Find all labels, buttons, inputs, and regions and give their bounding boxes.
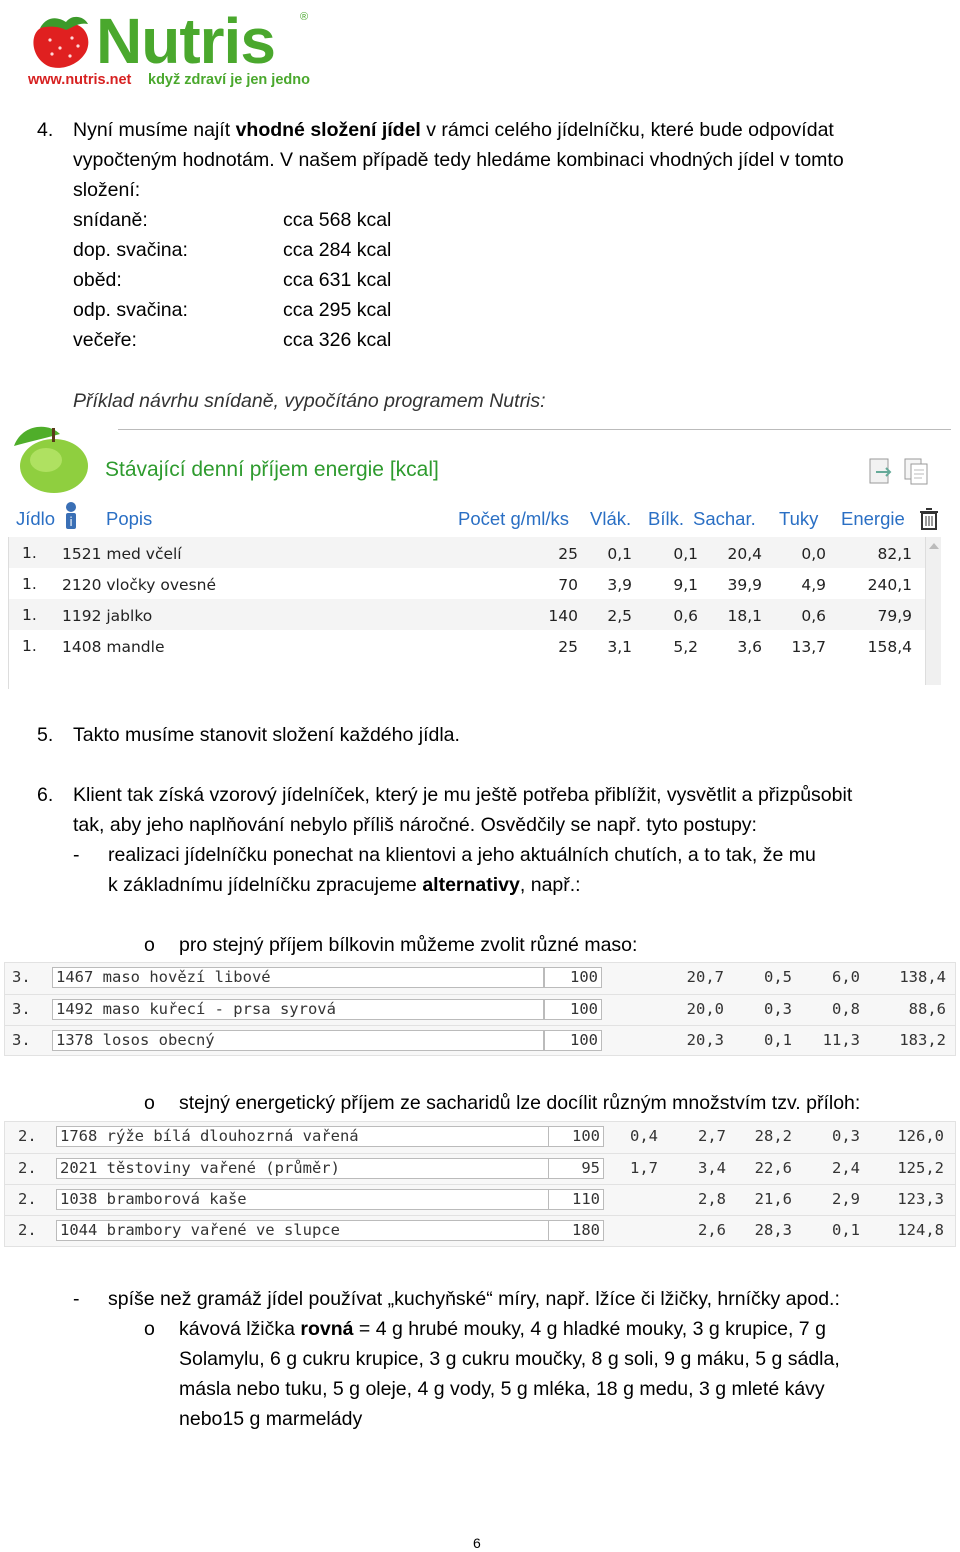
row-desc: 1467 maso hovězí libové: [56, 968, 271, 986]
row-tuky: 0,5: [764, 968, 792, 986]
row-sachar: 11,3: [822, 1031, 860, 1049]
row-bilk: 3,4: [698, 1159, 726, 1177]
header-sachar[interactable]: Sachar.: [693, 508, 756, 529]
row-meal: 2.: [18, 1190, 37, 1208]
header-jidlo[interactable]: Jídlo: [16, 508, 56, 529]
row-bilk: 20,7: [686, 968, 724, 986]
row-desc: 2021 těstoviny vařené (průměr): [60, 1159, 340, 1177]
table-row[interactable]: [4, 993, 954, 1024]
item4-line2: vypočteným hodnotám. V našem případě tedy hledáme kombinaci vhodných jídel v tomto: [73, 149, 844, 171]
header-popis[interactable]: Popis: [106, 508, 153, 529]
row-desc: 1044 brambory vařené ve slupce: [60, 1221, 340, 1239]
sub1-text: pro stejný příjem bílkovin můžeme zvolit různé maso:: [179, 934, 638, 956]
row-count: 25: [558, 545, 578, 563]
row-bilk: 20,0: [686, 1000, 724, 1018]
meal-value: cca 631 kcal: [283, 269, 392, 291]
table-row[interactable]: [4, 1152, 954, 1183]
table-row[interactable]: [4, 962, 954, 993]
row-desc: 1768 rýže bílá dlouhozrná vařená: [60, 1127, 359, 1145]
strawberry-icon: [26, 8, 96, 70]
row-count: 100: [570, 1000, 598, 1018]
dash1-line1: realizaci jídelníčku ponechat na klientovi a jeho aktuálních chutích, a to tak, že mu: [108, 844, 816, 866]
row-energie: 240,1: [867, 576, 912, 594]
header-energie[interactable]: Energie: [841, 508, 905, 529]
item-number: 5.: [37, 724, 54, 746]
row-tuky: 0,6: [801, 607, 826, 625]
row-bilk: 2,6: [698, 1221, 726, 1239]
row-energie: 138,4: [899, 968, 946, 986]
header-bilk[interactable]: Bílk.: [648, 508, 684, 529]
row-sachar: 22,6: [754, 1159, 792, 1177]
row-energie: 125,2: [897, 1159, 944, 1177]
sub3-line2: Solamylu, 6 g cukru krupice, 3 g cukru moučky, 8 g soli, 9 g máku, 5 g sádla,: [179, 1348, 840, 1370]
row-tuky: 0,1: [832, 1221, 860, 1239]
row-energie: 158,4: [867, 638, 912, 656]
table-row[interactable]: [4, 1214, 954, 1245]
brand-url: www.nutris.net: [28, 72, 132, 88]
row-vlak: 0,1: [607, 545, 632, 563]
sub3-line1: kávová lžička rovná = 4 g hrubé mouky, 4 g hladké mouky, 3 g krupice, 7 g: [179, 1318, 826, 1340]
row-vlak: 3,9: [607, 576, 632, 594]
row-meal: 1.: [22, 606, 37, 624]
row-energie: 124,8: [897, 1221, 944, 1239]
row-desc: 1192 jablko: [62, 607, 153, 625]
header-vlak[interactable]: Vlák.: [590, 508, 632, 529]
row-sachar: 21,6: [754, 1190, 792, 1208]
row-sachar: 20,4: [727, 545, 762, 563]
info-icon[interactable]: [62, 500, 80, 530]
row-sachar: 0,8: [832, 1000, 860, 1018]
row-tuky: 2,4: [832, 1159, 860, 1177]
row-sachar: 28,3: [754, 1221, 792, 1239]
item-number: 4.: [37, 119, 54, 141]
row-count: 140: [548, 607, 578, 625]
row-tuky: 0,3: [832, 1127, 860, 1145]
row-meal: 2.: [18, 1159, 37, 1177]
row-energie: 82,1: [877, 545, 912, 563]
row-vlak: 1,7: [630, 1159, 658, 1177]
row-bilk: 20,3: [686, 1031, 724, 1049]
row-count: 100: [570, 968, 598, 986]
header-tuky[interactable]: Tuky: [779, 508, 819, 529]
row-energie: 79,9: [877, 607, 912, 625]
row-meal: 2.: [18, 1127, 37, 1145]
meal-label: oběd:: [73, 269, 122, 291]
row-count: 100: [572, 1127, 600, 1145]
row-sachar: 39,9: [727, 576, 762, 594]
item-number: 6.: [37, 784, 54, 806]
dash-marker: -: [73, 844, 80, 866]
row-energie: 123,3: [897, 1190, 944, 1208]
row-sachar: 6,0: [832, 968, 860, 986]
apple-icon: [8, 416, 94, 496]
row-meal: 2.: [18, 1221, 37, 1239]
nutris-logo: [26, 6, 326, 94]
row-bilk: 0,6: [673, 607, 698, 625]
meal-label: dop. svačina:: [73, 239, 188, 261]
row-energie: 88,6: [908, 1000, 946, 1018]
row-bilk: 2,8: [698, 1190, 726, 1208]
circle-bullet: o: [144, 1092, 155, 1114]
row-count: 180: [572, 1221, 600, 1239]
circle-bullet: o: [144, 1318, 155, 1340]
item6-line1: Klient tak získá vzorový jídelníček, který je mu ještě potřeba přiblížit, vysvětlit a přizpůsobit: [73, 784, 853, 806]
row-sachar: 3,6: [737, 638, 762, 656]
scrollbar[interactable]: [925, 537, 941, 685]
row-meal: 3.: [12, 1000, 31, 1018]
row-vlak: 2,5: [607, 607, 632, 625]
row-bilk: 0,1: [673, 545, 698, 563]
row-count: 95: [581, 1159, 600, 1177]
row-meal: 3.: [12, 968, 31, 986]
row-tuky: 4,9: [801, 576, 826, 594]
row-sachar: 28,2: [754, 1127, 792, 1145]
row-desc: 1492 maso kuřecí - prsa syrová: [56, 1000, 336, 1018]
example-caption: Příklad návrhu snídaně, vypočítáno programem Nutris:: [73, 390, 546, 412]
row-bilk: 9,1: [673, 576, 698, 594]
dash1-line2: k základnímu jídelníčku zpracujeme alternativy, např.:: [108, 874, 581, 896]
panel-title: Stávající denní příjem energie [kcal]: [105, 458, 439, 481]
table-row[interactable]: [4, 1183, 954, 1214]
registered-mark: ®: [300, 11, 309, 23]
row-count: 110: [572, 1190, 600, 1208]
row-meal: 3.: [12, 1031, 31, 1049]
sub3-line3: másla nebo tuku, 5 g oleje, 4 g vody, 5 g mléka, 18 g medu, 3 g mleté kávy: [179, 1378, 825, 1400]
row-tuky: 2,9: [832, 1190, 860, 1208]
row-sachar: 18,1: [727, 607, 762, 625]
row-count: 70: [558, 576, 578, 594]
sub2-text: stejný energetický příjem ze sacharidů lze docílit různým množstvím tzv. příloh:: [179, 1092, 861, 1114]
meal-value: cca 284 kcal: [283, 239, 392, 261]
table-row[interactable]: [4, 1024, 954, 1055]
meal-label: odp. svačina:: [73, 299, 188, 321]
trash-icon[interactable]: [918, 507, 940, 531]
row-meal: 1.: [22, 637, 37, 655]
item4-line3: složení:: [73, 179, 141, 201]
row-desc: 1378 losos obecný: [56, 1031, 215, 1049]
row-count: 25: [558, 638, 578, 656]
svg-text:i: i: [69, 515, 73, 529]
row-energie: 126,0: [897, 1127, 944, 1145]
meal-label: večeře:: [73, 329, 137, 351]
row-bilk: 5,2: [673, 638, 698, 656]
meal-value: cca 295 kcal: [283, 299, 392, 321]
header-pocet[interactable]: Počet g/ml/ks: [458, 508, 570, 529]
row-desc: 2120 vločky ovesné: [62, 576, 217, 594]
dash2-text: spíše než gramáž jídel používat „kuchyňské“ míry, např. lžíce či lžičky, hrníčky apod.:: [108, 1288, 840, 1310]
page-number: 6: [473, 1535, 481, 1551]
row-desc: 1408 mandle: [62, 638, 165, 656]
row-energie: 183,2: [899, 1031, 946, 1049]
brand-name: Nutris: [96, 5, 275, 77]
meal-value: cca 326 kcal: [283, 329, 392, 351]
export-icon[interactable]: [866, 456, 896, 486]
item6-line2: tak, aby jeho naplňování nebylo příliš náročné. Osvědčily se např. tyto postupy:: [73, 814, 757, 836]
brand-slogan: když zdraví je jen jedno: [148, 72, 310, 88]
row-vlak: 3,1: [607, 638, 632, 656]
item4-line1: Nyní musíme najít vhodné složení jídel v rámci celého jídelníčku, které bude odpovídat: [73, 119, 834, 141]
meal-label: snídaně:: [73, 209, 148, 231]
item5-text: Takto musíme stanovit složení každého jídla.: [73, 724, 460, 746]
row-meal: 1.: [22, 544, 37, 562]
copy-icon[interactable]: [902, 456, 932, 486]
row-tuky: 0,0: [801, 545, 826, 563]
row-bilk: 2,7: [698, 1127, 726, 1145]
row-tuky: 13,7: [791, 638, 826, 656]
sub3-line4: nebo15 g marmelády: [179, 1408, 363, 1430]
row-tuky: 0,1: [764, 1031, 792, 1049]
row-meal: 1.: [22, 575, 37, 593]
circle-bullet: o: [144, 934, 155, 956]
row-tuky: 0,3: [764, 1000, 792, 1018]
dash-marker: -: [73, 1288, 80, 1310]
meal-value: cca 568 kcal: [283, 209, 392, 231]
table-row[interactable]: [4, 1121, 954, 1152]
row-desc: 1521 med včelí: [62, 545, 182, 563]
row-vlak: 0,4: [630, 1127, 658, 1145]
row-desc: 1038 bramborová kaše: [60, 1190, 247, 1208]
panel-top-rule: [118, 429, 951, 430]
row-count: 100: [570, 1031, 598, 1049]
